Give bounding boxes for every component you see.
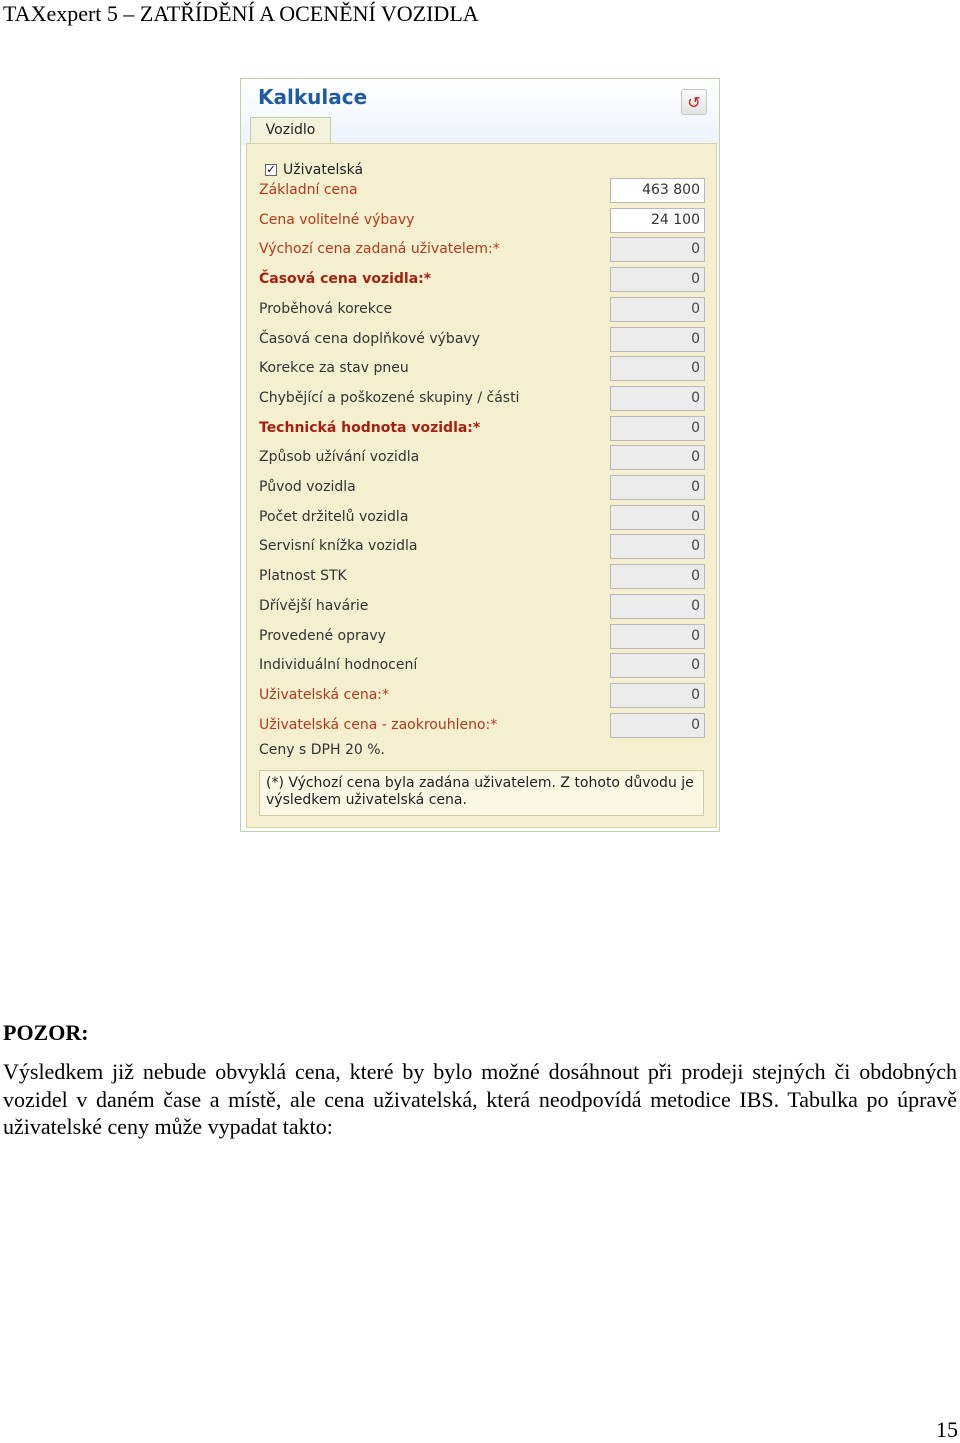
row-value-input[interactable]: 0	[610, 505, 705, 530]
warning-paragraph: Výsledkem již nebude obvyklá cena, které by bylo možné dosáhnout při prodeji stejných či obdobných vozidel v daném čase a místě, ale cena uživatelská, která neodpovídá metodice IBS. Tabulka po úpravě uživatelské ceny může vypadat takto:	[3, 1059, 957, 1139]
tab-content	[246, 143, 717, 828]
row-label: Servisní knížka vozidla	[259, 538, 418, 555]
user-price-checkbox-row[interactable]	[265, 162, 363, 178]
row-label: Základní cena	[259, 182, 358, 198]
warning-heading: POZOR:	[3, 1020, 89, 1045]
row-value-input[interactable]: 0	[610, 683, 705, 708]
row-value-input[interactable]: 0	[610, 445, 705, 470]
row-label: Původ vozidla	[259, 479, 356, 495]
row-value-input[interactable]: 0	[610, 327, 705, 352]
row-label: Uživatelská cena:*	[259, 686, 390, 703]
row-value-input[interactable]: 0	[610, 713, 705, 738]
row-label: Výchozí cena zadaná uživatelem:*	[259, 241, 500, 258]
calculation-panel	[240, 78, 720, 832]
row-value-input[interactable]: 0	[610, 297, 705, 322]
row-label: Počet držitelů vozidla	[259, 508, 409, 525]
row-value-input[interactable]: 0	[610, 416, 705, 441]
footnote-box: (*) Výchozí cena byla zadána uživatelem. Z tohoto důvodu je výsledkem uživatelská cena.	[259, 770, 704, 816]
row-value-input[interactable]: 0	[610, 237, 705, 262]
row-label: Chybějící a poškozené skupiny / části	[259, 389, 520, 406]
panel-header	[241, 79, 719, 145]
row-value-input[interactable]: 0	[610, 624, 705, 649]
undo-icon[interactable]: ↺	[681, 89, 707, 115]
row-label: Korekce za stav pneu	[259, 360, 409, 377]
panel-title: Kalkulace	[258, 85, 368, 109]
page-number: 15	[936, 1417, 958, 1442]
row-label: Způsob užívání vozidla	[259, 449, 420, 466]
row-label: Platnost STK	[259, 568, 347, 585]
row-label: Uživatelská cena - zaokrouhleno:*	[259, 716, 498, 733]
row-label: Proběhová korekce	[259, 300, 393, 317]
user-price-checkbox[interactable]: ✓	[266, 163, 276, 176]
row-value-input[interactable]: 463 800	[610, 178, 705, 203]
row-label: Dřívější havárie	[259, 597, 369, 614]
row-value-input[interactable]: 24 100	[610, 208, 705, 233]
row-label: Časová cena vozidla:*	[259, 271, 432, 288]
row-value-input[interactable]: 0	[610, 475, 705, 500]
row-label: Cena volitelné výbavy	[259, 211, 415, 228]
tab-vozidlo[interactable]: Vozidlo	[250, 117, 331, 144]
row-label: Časová cena doplňkové výbavy	[259, 330, 480, 347]
row-value-input[interactable]: 0	[610, 356, 705, 381]
page-header: TAXexpert 5 – ZATŘÍDĚNÍ A OCENĚNÍ VOZIDLA	[3, 1, 479, 26]
row-value-input[interactable]: 0	[610, 653, 705, 678]
row-value-input[interactable]: 0	[610, 594, 705, 619]
vat-note: Ceny s DPH 20 %.	[259, 742, 385, 758]
row-value-input[interactable]: 0	[610, 267, 705, 292]
row-label: Technická hodnota vozidla:*	[259, 419, 481, 436]
row-label: Individuální hodnocení	[259, 657, 418, 674]
row-value-input[interactable]: 0	[610, 534, 705, 559]
user-price-checkbox-label: Uživatelská	[283, 162, 364, 178]
row-value-input[interactable]: 0	[610, 564, 705, 589]
row-value-input[interactable]: 0	[610, 386, 705, 411]
row-label: Provedené opravy	[259, 627, 386, 644]
